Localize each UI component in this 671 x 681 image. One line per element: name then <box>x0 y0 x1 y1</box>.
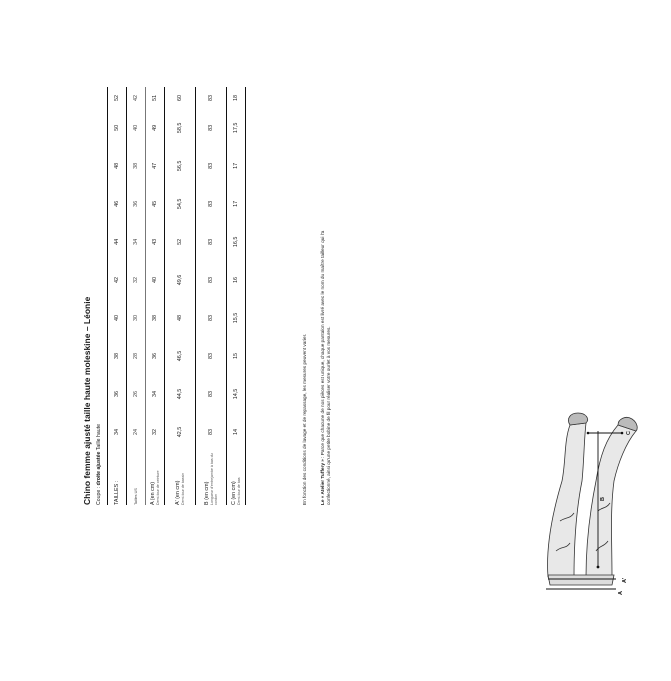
table-row <box>108 87 127 505</box>
size-cell: 83 <box>196 147 227 185</box>
table-row <box>146 87 165 505</box>
row-label-text: A' (en cm) <box>175 480 181 505</box>
size-cell: 48 <box>108 147 127 185</box>
size-cell: 49 <box>146 109 165 147</box>
size-cell: 16,5 <box>227 223 246 261</box>
size-cell: 38 <box>127 147 146 185</box>
table-row <box>127 87 146 505</box>
size-cell: 24 <box>127 413 146 451</box>
size-cell: 56,5 <box>165 147 196 185</box>
size-table <box>107 87 246 505</box>
size-cell: 36 <box>146 337 165 375</box>
size-cell: 51 <box>146 87 165 109</box>
size-cell: 15,5 <box>227 299 246 337</box>
row-label <box>146 451 165 505</box>
size-cell: 17,5 <box>227 109 246 147</box>
label-a: A <box>618 591 624 595</box>
size-cell: 60 <box>165 87 196 109</box>
row-label-text: C (en cm) <box>231 481 237 505</box>
trouser-drawing <box>526 411 666 591</box>
size-cell: 47 <box>146 147 165 185</box>
row-label-text: TAILLES : <box>114 480 120 505</box>
size-cell: 45 <box>146 185 165 223</box>
size-cell: 36 <box>108 375 127 413</box>
size-cell: 34 <box>127 223 146 261</box>
size-cell: 52 <box>165 223 196 261</box>
size-cell: 83 <box>196 109 227 147</box>
row-sublabel: Demi-tour de bassin <box>181 472 185 505</box>
size-cell: 46,5 <box>165 337 196 375</box>
row-label <box>108 451 127 505</box>
size-cell: 17 <box>227 147 246 185</box>
row-label <box>227 451 246 505</box>
size-cell: 50 <box>108 109 127 147</box>
label-b: B <box>600 497 606 501</box>
row-label-text: A (en cm) <box>150 481 156 505</box>
atelier-note: Le « Atelier Tuffery » : Parce que chacune de nos pièces est unique, chaque pantalon est livré avec le nom du maître tailleur qui l'a confectionné, ainsi qu'une petite bobine de fil pour réaliser votre ourlet à vos mesures. <box>320 230 332 505</box>
size-cell: 34 <box>108 413 127 451</box>
trouser-illustration <box>526 411 666 595</box>
table-row <box>196 87 227 505</box>
size-cell: 17 <box>227 185 246 223</box>
size-cell: 40 <box>146 261 165 299</box>
size-cell: 42 <box>108 261 127 299</box>
size-cell: 52 <box>108 87 127 109</box>
size-cell: 16 <box>227 261 246 299</box>
product-title: Chino femme ajusté taille haute moleskine – Léonie <box>82 296 92 505</box>
size-cell: 14,5 <box>227 375 246 413</box>
table-row <box>227 87 246 505</box>
size-cell: 83 <box>196 375 227 413</box>
size-cell: 83 <box>196 185 227 223</box>
size-cell: 48 <box>165 299 196 337</box>
size-cell: 40 <box>127 109 146 147</box>
size-cell: 49,6 <box>165 261 196 299</box>
cut-description: Coupe : droite ajustée Taille haute <box>96 424 102 505</box>
row-label-text: B (en cm) <box>204 481 210 505</box>
size-cell: 32 <box>146 413 165 451</box>
size-cell: 46 <box>108 185 127 223</box>
size-cell: 44,5 <box>165 375 196 413</box>
size-cell: 34 <box>146 375 165 413</box>
size-cell: 83 <box>196 87 227 109</box>
size-cell: 54,5 <box>165 185 196 223</box>
size-cell: 32 <box>127 261 146 299</box>
row-label <box>165 451 196 505</box>
size-cell: 18 <box>227 87 246 109</box>
size-cell: 44 <box>108 223 127 261</box>
size-cell: 42 <box>127 87 146 109</box>
label-c: C <box>626 431 632 435</box>
table-row <box>165 87 196 505</box>
row-sublabel: Longueur d'entrejambe à bas du cordon <box>210 453 218 505</box>
size-cell: 36 <box>127 185 146 223</box>
size-cell: 30 <box>127 299 146 337</box>
size-cell: 40 <box>108 299 127 337</box>
size-cell: 83 <box>196 223 227 261</box>
row-sublabel: Demi-tour de ceinture <box>156 470 160 505</box>
size-cell: 83 <box>196 299 227 337</box>
label-a-prime: A' <box>622 577 628 583</box>
row-label <box>196 451 227 505</box>
row-sublabel: Demi-tour de bas <box>237 477 241 505</box>
size-cell: 83 <box>196 413 227 451</box>
size-cell: 15 <box>227 337 246 375</box>
size-cell: 83 <box>196 261 227 299</box>
size-cell: 26 <box>127 375 146 413</box>
size-cell: 38 <box>146 299 165 337</box>
size-cell: 28 <box>127 337 146 375</box>
size-cell: 58,5 <box>165 109 196 147</box>
row-label <box>127 451 146 505</box>
size-cell: 83 <box>196 337 227 375</box>
row-label-text: Tailles US <box>134 488 138 505</box>
size-cell: 42,5 <box>165 413 196 451</box>
size-cell: 43 <box>146 223 165 261</box>
washing-note: En fonction des conditions de lavage et de repassage, les mesures peuvent varier. <box>302 333 307 505</box>
size-cell: 14 <box>227 413 246 451</box>
size-cell: 38 <box>108 337 127 375</box>
